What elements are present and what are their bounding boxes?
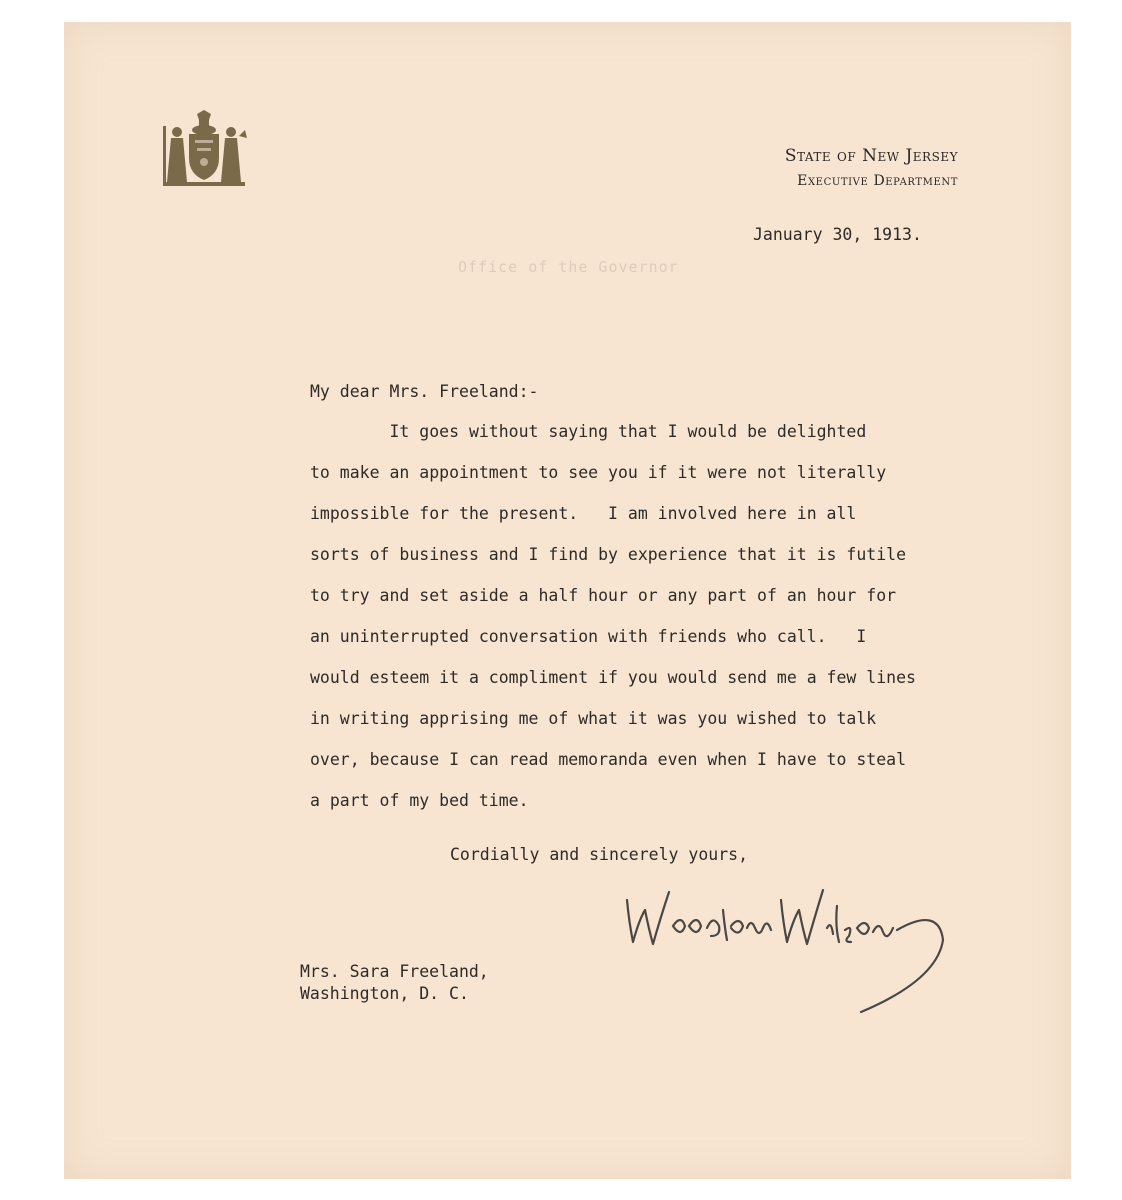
recipient-name: Mrs. Sara Freeland,: [300, 962, 489, 981]
body-line: sorts of business and I find by experience that it is futile: [310, 545, 907, 564]
letter-sheet: [64, 22, 1071, 1179]
salutation: My dear Mrs. Freeland:-: [310, 382, 539, 401]
letter-date: January 30, 1913.: [753, 225, 922, 244]
body-line: in writing apprising me of what it was you wished to talk: [310, 709, 877, 728]
body-line: to make an appointment to see you if it were not literally: [310, 463, 887, 482]
body-line: would esteem it a compliment if you would send me a few lines: [310, 668, 916, 687]
letterhead-department: Executive Department: [797, 173, 958, 189]
body-line: a part of my bed time.: [310, 791, 529, 810]
body-line: an uninterrupted conversation with friends who call. I: [310, 627, 867, 646]
body-line: It goes without saying that I would be delighted: [310, 422, 867, 441]
body-line: over, because I can read memoranda even when I have to steal: [310, 750, 907, 769]
body-line: impossible for the present. I am involved here in all: [310, 504, 857, 523]
body-line: to try and set aside a half hour or any part of an hour for: [310, 586, 897, 605]
recipient-city: Washington, D. C.: [300, 984, 469, 1003]
letterhead-state: State of New Jersey: [784, 146, 958, 166]
bleed-through-text: Office of the Governor: [458, 258, 679, 276]
closing: Cordially and sincerely yours,: [450, 845, 749, 864]
state-seal-icon: [159, 108, 249, 192]
signature-icon: [599, 870, 959, 1020]
